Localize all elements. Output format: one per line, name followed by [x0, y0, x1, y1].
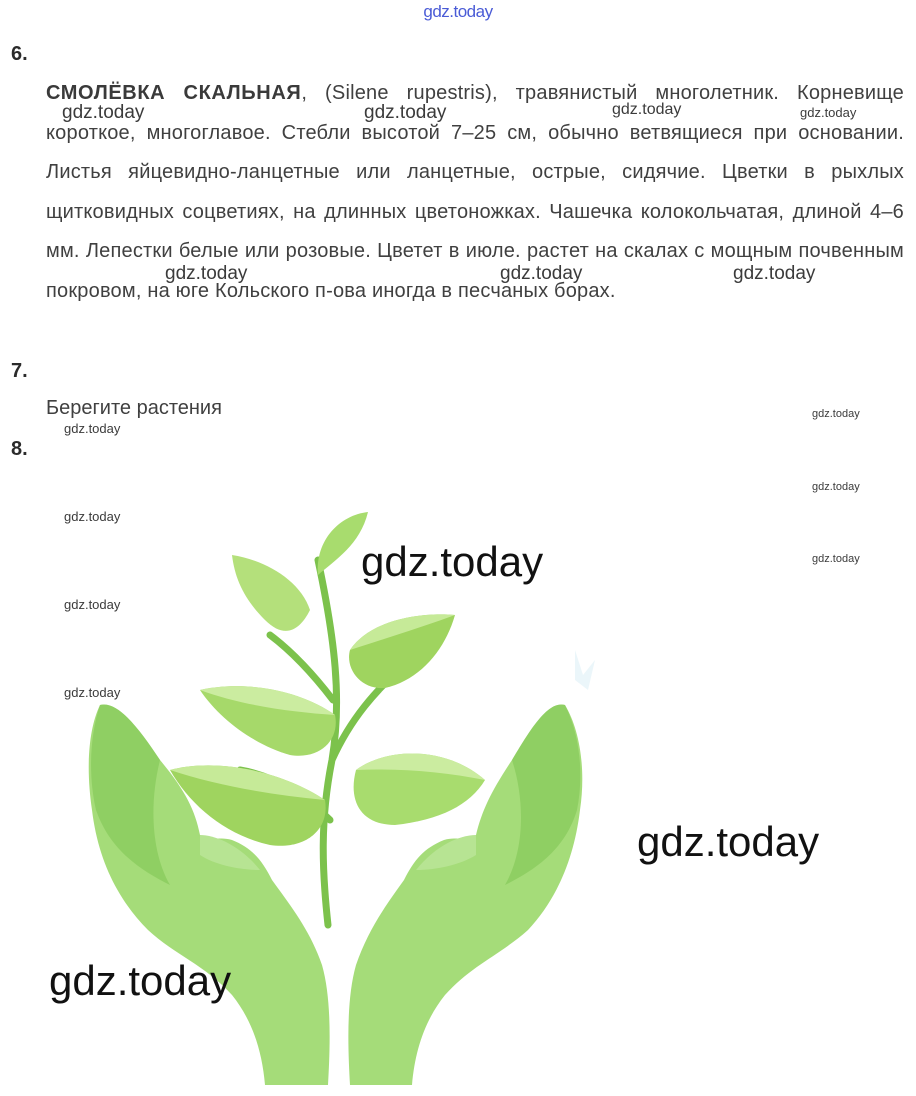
watermark: gdz.today: [64, 597, 121, 612]
watermark: gdz.today: [64, 421, 121, 436]
item-number-7: 7.: [11, 360, 28, 382]
watermark: gdz.today: [165, 263, 248, 284]
watermark: gdz.today: [500, 263, 583, 284]
watermark: gdz.today: [49, 957, 232, 1004]
plant-description: , (Silene rupestris), травянистый многолетник. Корневище короткое, многоглавое. Стебли высотой 7–25 см, обычно ветвящиеся при основании. Листья яйцевидно-ланцетные или ланцетные, острые, сидячие. Цветки в рыхлых щитковидных соцветиях, на длинных цветоножках. Чашечка колокольчатая, длиной 4–6 мм. Лепестки белые или розовые. Цветет в июле. растет на скалах с мощным почвенным покровом, на юге Кольского п-ова иногда в песчаных борах.: [46, 82, 905, 302]
watermark: gdz.today: [612, 101, 682, 118]
task7-text: Берегите растения: [46, 397, 222, 419]
watermark: gdz.today: [733, 263, 816, 284]
item-number-8: 8.: [11, 438, 28, 460]
watermark: gdz.today: [361, 538, 544, 585]
watermark: gdz.today: [64, 509, 121, 524]
site-link[interactable]: gdz.today: [423, 2, 493, 21]
watermark: gdz.today: [812, 481, 860, 493]
watermark: gdz.today: [637, 818, 820, 865]
leaf-icon: [232, 555, 310, 631]
item-number-6: 6.: [11, 43, 28, 65]
watermark: gdz.today: [800, 105, 857, 120]
watermark: gdz.today: [62, 102, 145, 123]
watermark: gdz.today: [812, 408, 860, 420]
watermark: gdz.today: [64, 685, 121, 700]
plant-name: СМОЛЁВКА СКАЛЬНАЯ: [46, 82, 302, 104]
watermark: gdz.today: [364, 102, 447, 123]
watermark: gdz.today: [812, 553, 860, 565]
